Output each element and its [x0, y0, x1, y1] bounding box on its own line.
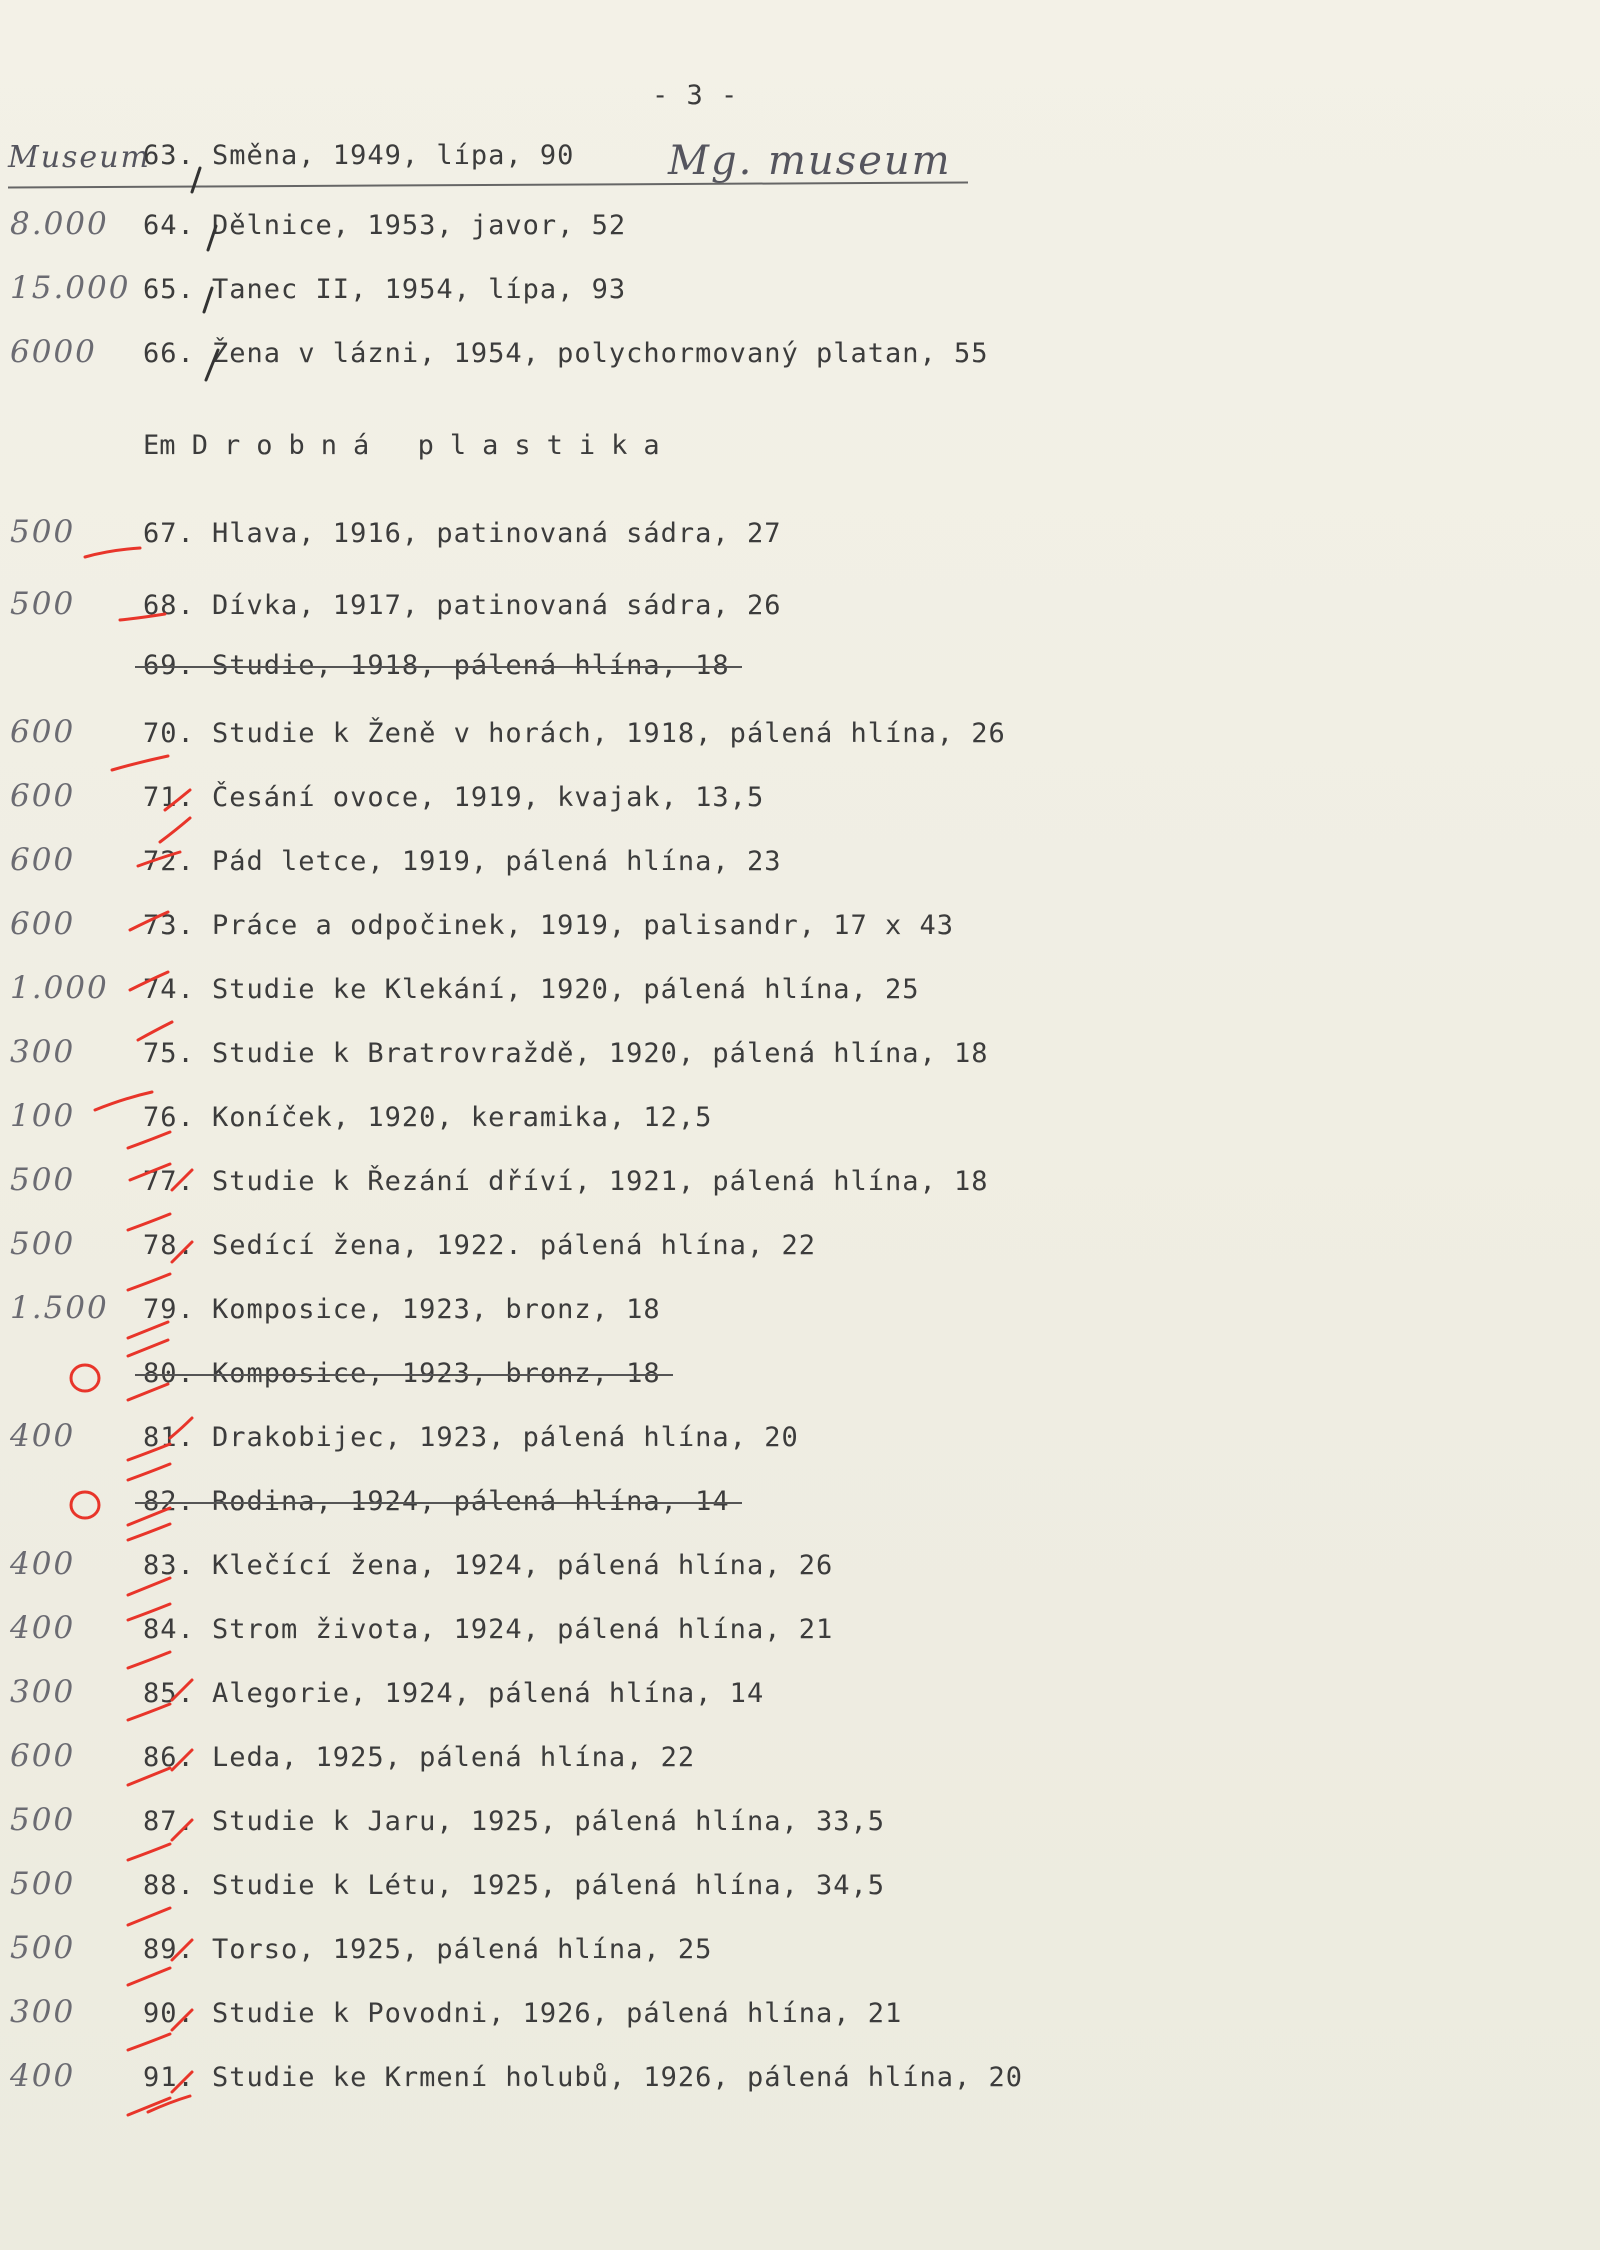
list-item-text: 77. Studie k Řezání dříví, 1921, pálená hlína, 18 — [143, 1166, 989, 1197]
section-heading-label: Drobná plastika — [191, 430, 676, 461]
price-note: 500 — [10, 1226, 76, 1262]
list-item-text: 75. Studie k Bratrovraždě, 1920, pálená hlína, 18 — [143, 1038, 989, 1069]
list-item-text: 91. Studie ke Krmení holubů, 1926, pálená hlína, 20 — [143, 2062, 1024, 2093]
list-item-text: 68. Dívka, 1917, patinovaná sádra, 26 — [143, 590, 782, 621]
price-note: 500 — [10, 586, 76, 622]
list-item — [143, 1614, 833, 1645]
list-item-struck — [143, 650, 730, 681]
list-item — [143, 1038, 989, 1069]
price-note: 1.000 — [10, 970, 109, 1006]
price-note: 600 — [10, 714, 76, 750]
list-item-struck — [143, 1486, 730, 1517]
list-item — [143, 782, 764, 813]
list-item — [143, 1550, 833, 1581]
list-item-text: 83. Klečící žena, 1924, pálená hlína, 26 — [143, 1550, 834, 1581]
list-item — [143, 1934, 712, 1965]
list-item-63: 63. Směna, 1949, lípa, 90 — [143, 140, 575, 171]
list-item-text: 71. Česání ovoce, 1919, kvajak, 13,5 — [143, 782, 765, 813]
list-item: 65. Tanec II, 1954, lípa, 93 — [143, 274, 627, 305]
list-item-text: 76. Koníček, 1920, keramika, 12,5 — [143, 1102, 713, 1133]
list-item-text: 89. Torso, 1925, pálená hlína, 25 — [143, 1934, 713, 1965]
section-heading — [143, 430, 676, 461]
list-item-text: 87. Studie k Jaru, 1925, pálená hlína, 33,5 — [143, 1806, 885, 1837]
list-item — [143, 718, 1006, 749]
list-item — [143, 1742, 695, 1773]
list-item — [143, 2062, 1023, 2093]
list-item — [143, 1166, 989, 1197]
list-item: 64. Dělnice, 1953, javor, 52 — [143, 210, 627, 241]
list-item-text: 88. Studie k Létu, 1925, pálená hlína, 34,5 — [143, 1870, 885, 1901]
price-note: 500 — [10, 1162, 76, 1198]
price-note: 500 — [10, 1802, 76, 1838]
list-item-text: 78. Sedící žena, 1922. pálená hlína, 22 — [143, 1230, 816, 1261]
handwritten-note-left: Museum — [8, 140, 151, 175]
list-item-text: 72. Pád letce, 1919, pálená hlína, 23 — [143, 846, 782, 877]
list-item-text: 82. Rodina, 1924, pálená hlína, 14 — [143, 1486, 730, 1517]
price-note: 500 — [10, 1930, 76, 1966]
list-item-text: 74. Studie ke Klekání, 1920, pálená hlína, 25 — [143, 974, 920, 1005]
list-item: 66. Žena v lázni, 1954, polychormovaný platan, 55 — [143, 338, 989, 369]
price-note: 15.000 — [10, 270, 131, 306]
price-note: 400 — [10, 1546, 76, 1582]
list-item — [143, 518, 781, 549]
list-item-text: 90. Studie k Povodni, 1926, pálená hlína, 21 — [143, 1998, 903, 2029]
list-item — [143, 1870, 885, 1901]
price-note: 600 — [10, 778, 76, 814]
list-item — [143, 1102, 712, 1133]
price-note: 500 — [10, 514, 76, 550]
section-heading-prefix: Em — [143, 430, 176, 461]
list-item — [143, 1806, 885, 1837]
list-item-text: 69. Studie, 1918, pálená hlína, 18 — [143, 650, 730, 681]
price-note: 1.500 — [10, 1290, 109, 1326]
price-note: 6000 — [10, 334, 97, 370]
list-item-text: 67. Hlava, 1916, patinovaná sádra, 27 — [143, 518, 782, 549]
list-item — [143, 910, 954, 941]
list-item-text: 84. Strom života, 1924, pálená hlína, 21 — [143, 1614, 834, 1645]
price-note: 600 — [10, 1738, 76, 1774]
price-note: 100 — [10, 1098, 76, 1134]
list-item — [143, 590, 781, 621]
price-note: 300 — [10, 1674, 76, 1710]
list-item-text: 85. Alegorie, 1924, pálená hlína, 14 — [143, 1678, 765, 1709]
price-note: 300 — [10, 1034, 76, 1070]
price-note: 400 — [10, 2058, 76, 2094]
price-note: 300 — [10, 1994, 76, 2030]
list-item — [143, 1294, 661, 1325]
list-item — [143, 846, 781, 877]
price-note: 8.000 — [10, 206, 109, 242]
list-item — [143, 1230, 816, 1261]
price-note: 400 — [10, 1418, 76, 1454]
handwritten-note-right: Mg. museum — [668, 138, 952, 184]
price-note: 600 — [10, 842, 76, 878]
price-note: 400 — [10, 1610, 76, 1646]
list-item-struck — [143, 1358, 661, 1389]
list-item-text: 73. Práce a odpočinek, 1919, palisandr, 17 x 43 — [143, 910, 955, 941]
list-item-text: 80. Komposice, 1923, bronz, 18 — [143, 1358, 661, 1389]
list-item — [143, 1678, 764, 1709]
list-item-text: 81. Drakobijec, 1923, pálená hlína, 20 — [143, 1422, 799, 1453]
list-item — [143, 974, 920, 1005]
list-item-text: 70. Studie k Ženě v horách, 1918, pálená hlína, 26 — [143, 718, 1006, 749]
list-item-text: 79. Komposice, 1923, bronz, 18 — [143, 1294, 661, 1325]
page-number: - 3 - — [652, 80, 739, 111]
list-item — [143, 1422, 799, 1453]
price-note: 600 — [10, 906, 76, 942]
list-item-text: 86. Leda, 1925, pálená hlína, 22 — [143, 1742, 696, 1773]
list-item — [143, 1998, 902, 2029]
price-note: 500 — [10, 1866, 76, 1902]
